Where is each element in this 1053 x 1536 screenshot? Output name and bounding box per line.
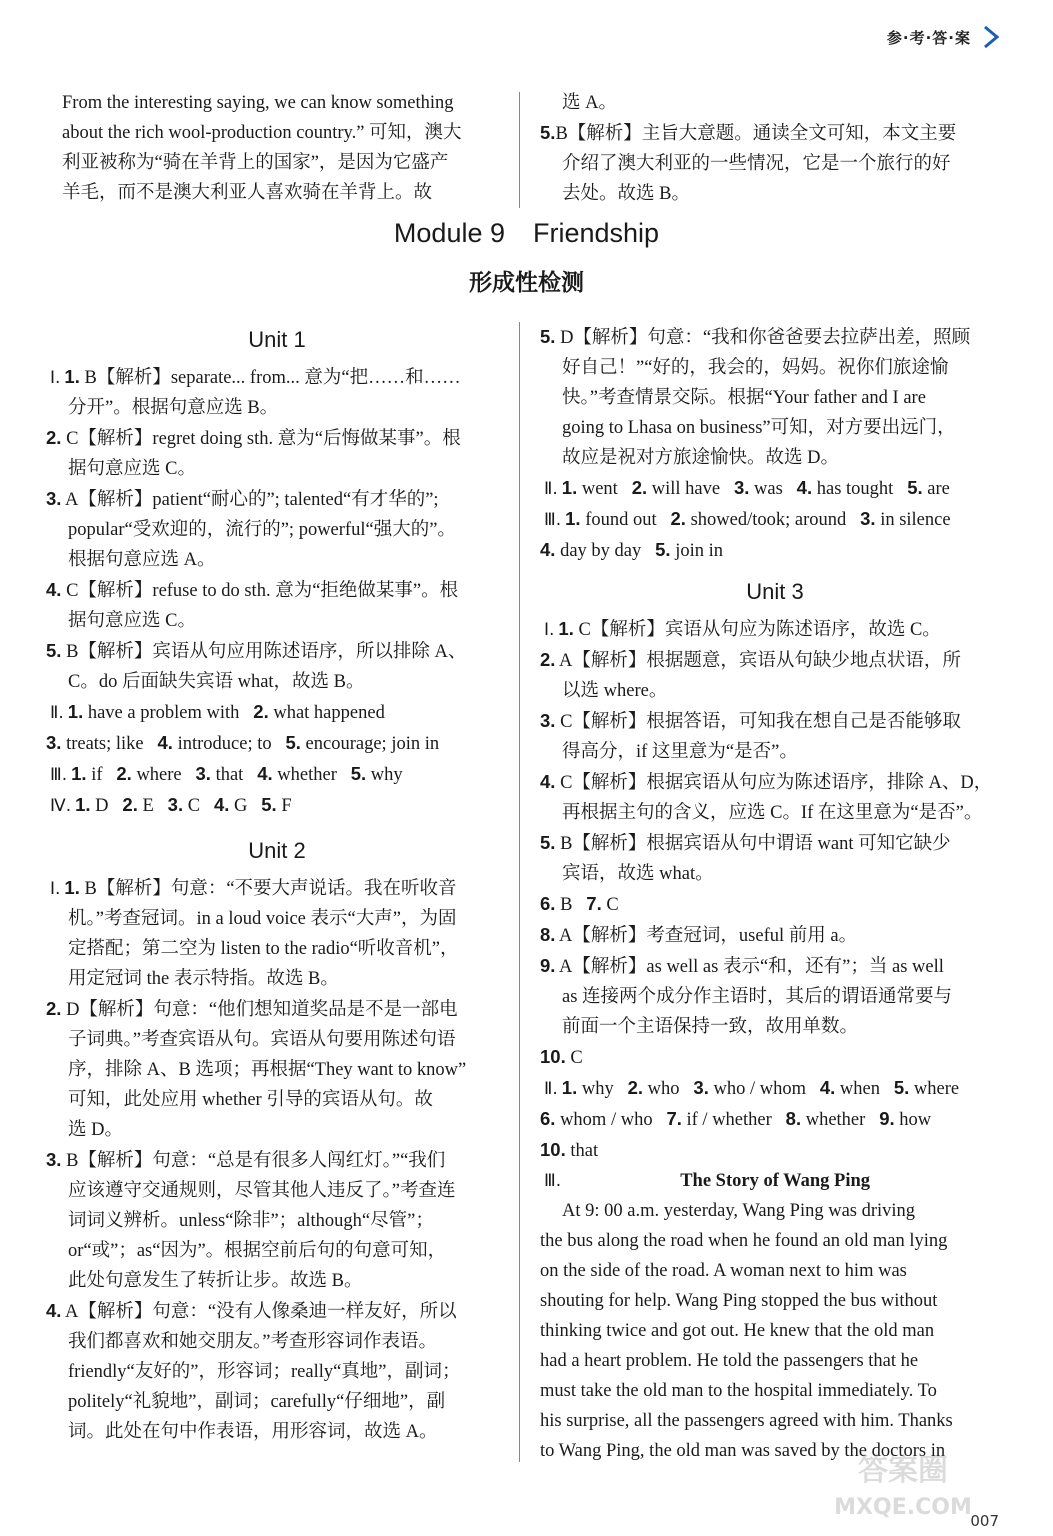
answer-text: C。do 后面缺失宾语 what，故选 B。 xyxy=(68,672,365,692)
story-line: the bus along the road when he found an old man lying xyxy=(540,1231,948,1251)
question-number: 3. xyxy=(195,763,211,784)
answer-text: have a problem with xyxy=(87,703,240,723)
question-number: 5. xyxy=(893,1077,910,1098)
question-number: 5. xyxy=(350,763,367,784)
answer-text: 前面一个主语保持一致，故用单数。 xyxy=(562,1017,859,1037)
answer-text: A【解析】as well as 表示“和，还有”；当 as well xyxy=(559,957,944,977)
question-number: 2. xyxy=(540,649,556,670)
story-line: had a heart problem. He told the passengers that he xyxy=(540,1351,919,1371)
question-number: 5. xyxy=(540,122,556,143)
answer-text: popular“受欢迎的，流行的”; powerful“强大的”。 xyxy=(68,520,456,540)
story-line: shouting for help. Wang Ping stopped the bus without xyxy=(540,1291,938,1311)
question-number: 1. xyxy=(64,877,80,898)
answer-text: if xyxy=(91,765,103,785)
answer-text: C xyxy=(187,796,201,816)
answer-text: where xyxy=(913,1079,960,1099)
answer-text: F xyxy=(281,796,292,816)
answer-text: 快。”考查情景交际。根据“Your father and I are xyxy=(562,388,926,408)
question-number: 3. xyxy=(46,1149,62,1170)
answer-text: who xyxy=(647,1079,680,1099)
question-number: 2. xyxy=(253,701,269,722)
question-number: 8. xyxy=(540,924,556,945)
question-number: 3. xyxy=(46,488,62,509)
question-number: 4. xyxy=(540,539,556,560)
header-label: 参·考·答·案 xyxy=(886,28,971,47)
answer-text: B【解析】主旨大意题。通读全文可知，本文主要 xyxy=(555,124,957,144)
question-number: 4. xyxy=(213,794,230,815)
text-line: 去处。故选 B。 xyxy=(562,184,690,204)
answer-text: how xyxy=(899,1110,932,1130)
roman-numeral: Ⅱ. xyxy=(544,1079,558,1099)
roman-numeral: Ⅳ. xyxy=(50,796,72,816)
question-number: 7. xyxy=(586,893,602,914)
answer-text: 子词典。”考查宾语从句。宾语从句要用陈述句语 xyxy=(68,1030,456,1050)
question-number: 6. xyxy=(540,893,556,914)
top-left-column xyxy=(62,88,508,208)
roman-numeral: Ⅰ. xyxy=(50,368,61,388)
answer-text: 据句意应选 C。 xyxy=(68,611,196,631)
answer-text: E xyxy=(142,796,154,816)
roman-numeral: Ⅱ. xyxy=(50,703,64,723)
answer-text: are xyxy=(927,479,950,499)
answer-text: whom / who xyxy=(560,1110,653,1130)
roman-numeral: Ⅲ. xyxy=(544,510,562,530)
question-number: 1. xyxy=(75,794,91,815)
answer-text: who / whom xyxy=(713,1079,806,1099)
question-number: 3. xyxy=(46,732,62,753)
question-number: 9. xyxy=(540,955,556,976)
question-number: 1. xyxy=(561,477,578,498)
answer-text: that xyxy=(570,1141,599,1161)
answer-text: D xyxy=(95,796,109,816)
question-number: 4. xyxy=(796,477,813,498)
roman-numeral: Ⅲ. xyxy=(50,765,68,785)
story-line: on the side of the road. A woman next to him was xyxy=(540,1261,907,1281)
text-line: 羊毛，而不是澳大利亚人喜欢骑在羊背上。故 xyxy=(62,183,433,203)
answer-text: B xyxy=(560,895,573,915)
roman-numeral: Ⅱ. xyxy=(544,479,558,499)
answer-text: C xyxy=(570,1048,583,1068)
answer-text: B【解析】宾语从句应用陈述语序，所以排除 A、 xyxy=(66,642,467,662)
answer-text: has tought xyxy=(816,479,894,499)
answer-text: 选 D。 xyxy=(68,1120,123,1140)
question-number: 5. xyxy=(261,794,277,815)
page-header xyxy=(887,24,1001,50)
text-line: 利亚被称为“骑在羊背上的国家”，是因为它盛产 xyxy=(62,153,449,173)
answer-text: that xyxy=(215,765,244,785)
answer-text: what happened xyxy=(273,703,385,723)
question-number: 8. xyxy=(785,1108,802,1129)
question-number: 5. xyxy=(285,732,301,753)
answer-text: G xyxy=(234,796,248,816)
answer-text: showed/took; around xyxy=(690,510,847,530)
answer-text: 再根据主句的含义，应选 C。If 在这里意为“是否”。 xyxy=(562,803,983,823)
answer-text: in silence xyxy=(880,510,951,530)
question-number: 2. xyxy=(46,427,62,448)
question-number: 1. xyxy=(565,508,581,529)
answer-text: encourage; join in xyxy=(305,734,440,754)
question-number: 1. xyxy=(64,366,80,387)
left-column xyxy=(46,318,508,1447)
answer-text: treats; like xyxy=(66,734,144,754)
question-number: 2. xyxy=(627,1077,644,1098)
column-divider xyxy=(519,92,520,208)
answer-text: 我们都喜欢和她交朋友。”考查形容词作表语。 xyxy=(68,1332,437,1352)
watermark-text: 答案圈 xyxy=(858,1453,948,1488)
answer-text: C【解析】regret doing sth. 意为“后悔做某事”。根 xyxy=(66,429,461,449)
answer-text: if / whether xyxy=(686,1110,772,1130)
top-right-column xyxy=(540,88,1010,209)
question-number: 2. xyxy=(46,998,62,1019)
answer-text: 定搭配；第二空为 listen to the radio“听收音机”， xyxy=(68,939,459,959)
question-number: 6. xyxy=(540,1108,556,1129)
story-line: his surprise, all the passengers agreed with him. Thanks xyxy=(540,1411,953,1431)
question-number: 5. xyxy=(907,477,923,498)
question-number: 4. xyxy=(819,1077,836,1098)
answer-text: 应该遵守交通规则，尽管其他人违反了。”考查连 xyxy=(68,1181,456,1201)
answer-text: A【解析】根据题意，宾语从句缺少地点状语，所 xyxy=(559,651,961,671)
answer-text: 分开”。根据句意应选 B。 xyxy=(68,398,279,418)
question-number: 2. xyxy=(631,477,648,498)
answer-text: as 连接两个成分作主语时，其后的谓语通常要与 xyxy=(562,987,953,1007)
question-number: 3. xyxy=(733,477,750,498)
answer-text: A【解析】patient“耐心的”; talented“有才华的”; xyxy=(65,490,439,510)
question-number: 4. xyxy=(257,763,273,784)
story-line: thinking twice and got out. He knew that the old man xyxy=(540,1321,935,1341)
unit-2-heading: Unit 2 xyxy=(248,838,306,863)
story-line: to Wang Ping, the old man was saved by the doctors in xyxy=(540,1441,946,1461)
answer-text: 此处句意发生了转折让步。故选 B。 xyxy=(68,1271,363,1291)
answer-text: 得高分，if 这里意为“是否”。 xyxy=(562,742,798,762)
answer-text: C【解析】根据宾语从句应为陈述语序，排除 A、D， xyxy=(560,773,993,793)
question-number: 3. xyxy=(167,794,184,815)
question-number: 9. xyxy=(879,1108,895,1129)
question-number: 3. xyxy=(860,508,876,529)
module-title xyxy=(0,218,1053,249)
question-number: 5. xyxy=(540,832,556,853)
question-number: 1. xyxy=(67,701,84,722)
answer-text: day by day xyxy=(560,541,642,561)
question-number: 1. xyxy=(71,763,87,784)
question-number: 1. xyxy=(558,618,574,639)
answer-text: 词。此处在句中作表语，用形容词，故选 A。 xyxy=(68,1422,438,1442)
answer-text: 故应是祝对方旅途愉快。故选 D。 xyxy=(562,448,839,468)
roman-numeral: Ⅰ. xyxy=(544,620,555,640)
question-number: 1. xyxy=(561,1077,578,1098)
answer-text: found out xyxy=(585,510,657,530)
answer-text: 机。”考查冠词。in a loud voice 表示“大声”，为固 xyxy=(68,909,457,929)
answer-text: B【解析】根据宾语从句中谓语 want 可知它缺少 xyxy=(560,834,951,854)
answer-text: 据句意应选 C。 xyxy=(68,459,196,479)
answer-text: 以选 where。 xyxy=(562,681,668,701)
unit-3-heading: Unit 3 xyxy=(746,579,804,604)
answer-text: 序，排除 A、B 选项；再根据“They want to know” xyxy=(68,1060,467,1080)
answer-text: join in xyxy=(675,541,723,561)
text-line: 选 A。 xyxy=(562,93,617,113)
answer-text: introduce; to xyxy=(177,734,272,754)
roman-numeral: Ⅲ. xyxy=(544,1171,562,1191)
answer-text: C【解析】宾语从句应为陈述语序，故选 C。 xyxy=(578,620,941,640)
answer-text: whether xyxy=(805,1110,866,1130)
question-number: 2. xyxy=(670,508,686,529)
answer-text: C xyxy=(606,895,619,915)
question-number: 3. xyxy=(540,710,556,731)
question-number: 4. xyxy=(46,579,62,600)
answer-text: 好自己！”“好的，我会的，妈妈。祝你们旅途愉 xyxy=(562,358,949,378)
story-line: At 9: 00 a.m. yesterday, Wang Ping was driving xyxy=(562,1201,916,1221)
answer-text: 可知，此处应用 whether 引导的宾语从句。故 xyxy=(68,1090,433,1110)
story-line: must take the old man to the hospital immediately. To xyxy=(540,1381,937,1401)
question-number: 4. xyxy=(157,732,173,753)
question-number: 2. xyxy=(116,763,132,784)
answer-text: went xyxy=(581,479,618,499)
column-divider xyxy=(519,322,520,1462)
right-column xyxy=(540,322,1010,1466)
answer-text: C【解析】根据答语，可知我在想自己是否能够取 xyxy=(560,712,961,732)
answer-text: friendly“友好的”，形容词；really“真地”，副词； xyxy=(68,1362,461,1382)
answer-text: where xyxy=(136,765,182,785)
question-number: 5. xyxy=(540,326,556,347)
text-line: about the rich wool-production country.” 可知，澳大 xyxy=(62,123,462,143)
answer-text: C【解析】refuse to do sth. 意为“拒绝做某事”。根 xyxy=(66,581,459,601)
answer-text: when xyxy=(839,1079,880,1099)
answer-text: D【解析】句意：“他们想知道奖品是不是一部电 xyxy=(66,1000,458,1020)
question-number: 10. xyxy=(540,1046,566,1067)
answer-text: B【解析】句意：“总是有很多人闯红灯。”“我们 xyxy=(66,1151,446,1171)
answer-text: 词词义辨析。unless“除非”；although“尽管”； xyxy=(68,1211,434,1231)
question-number: 3. xyxy=(693,1077,709,1098)
answer-text: 根据句意应选 A。 xyxy=(68,550,216,570)
watermark-logo xyxy=(823,1442,983,1522)
text-line: From the interesting saying, we can know something xyxy=(62,93,454,113)
answer-text: will have xyxy=(651,479,721,499)
answer-text: politely“礼貌地”，副词；carefully“仔细地”，副 xyxy=(68,1392,446,1412)
question-number: 5. xyxy=(46,640,62,661)
answer-text: or“或”；as“因为”。根据空前后句的句意可知， xyxy=(68,1241,447,1261)
story-title: The Story of Wang Ping xyxy=(680,1171,871,1191)
chevron-right-icon xyxy=(981,24,1001,50)
answer-text: whether xyxy=(277,765,337,785)
answer-text: A【解析】句意：“没有人像桑迪一样友好，所以 xyxy=(65,1302,457,1322)
question-number: 7. xyxy=(666,1108,682,1129)
question-number: 2. xyxy=(122,794,138,815)
answer-text: why xyxy=(370,765,403,785)
page-number: 007 xyxy=(970,1512,999,1530)
unit-1-heading: Unit 1 xyxy=(248,327,306,352)
question-number: 5. xyxy=(655,539,671,560)
answer-text: going to Lhasa on business”可知，对方要出远门， xyxy=(562,418,956,438)
module-topic: Friendship xyxy=(533,218,660,248)
section-title: 形成性检测 xyxy=(469,270,584,296)
question-number: 4. xyxy=(46,1300,62,1321)
question-number: 10. xyxy=(540,1139,566,1160)
answer-text: B【解析】separate... from... 意为“把……和…… xyxy=(84,368,461,388)
answer-text: was xyxy=(754,479,783,499)
roman-numeral: Ⅰ. xyxy=(50,879,61,899)
answer-text: why xyxy=(581,1079,614,1099)
watermark-domain: MXQE.COM xyxy=(834,1495,972,1520)
answer-text: 用定冠词 the 表示特指。故选 B。 xyxy=(68,969,339,989)
answer-text: D【解析】句意：“我和你爸爸要去拉萨出差，照顾 xyxy=(560,328,971,348)
module-name: Module 9 xyxy=(393,218,505,248)
answer-text: A【解析】考查冠词，useful 前用 a。 xyxy=(559,926,858,946)
answer-text: B【解析】句意：“不要大声说话。我在听收音 xyxy=(84,879,457,899)
question-number: 4. xyxy=(540,771,556,792)
text-line: 介绍了澳大利亚的一些情况，它是一个旅行的好 xyxy=(562,154,951,174)
answer-text: 宾语，故选 what。 xyxy=(562,864,714,884)
